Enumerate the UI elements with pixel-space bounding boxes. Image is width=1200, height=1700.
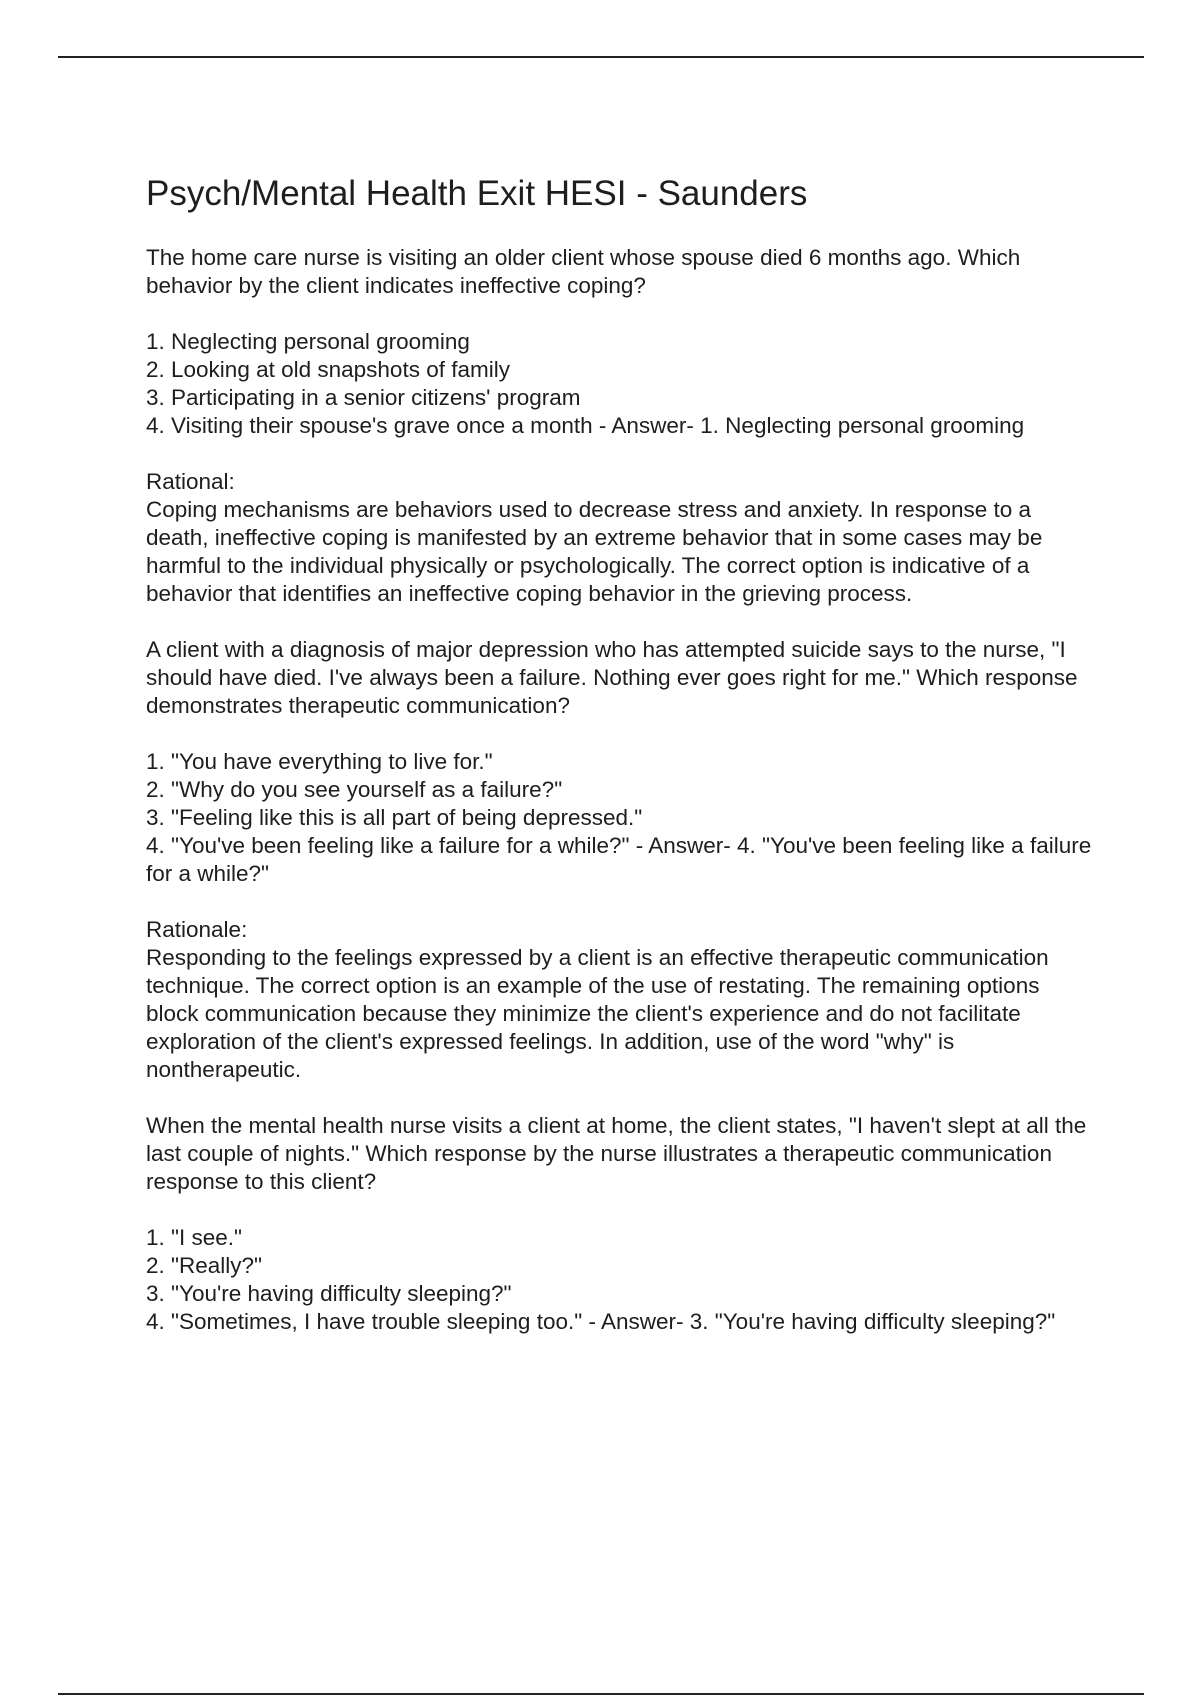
question-1 (146, 244, 1096, 608)
question-text: The home care nurse is visiting an older client whose spouse died 6 months ago. Which behavior by the client indicates ineffective coping? (146, 245, 1021, 298)
answer-option: 3. "Feeling like this is all part of being depressed." (146, 805, 643, 830)
answer-options (146, 748, 1096, 888)
answer-option: 4. Visiting their spouse's grave once a month - Answer- 1. Neglecting personal grooming (146, 413, 1025, 438)
answer-option: 3. "You're having difficulty sleeping?" (146, 1281, 512, 1306)
answer-option: 2. Looking at old snapshots of family (146, 357, 510, 382)
rationale-text: Coping mechanisms are behaviors used to decrease stress and anxiety. In response to a death, ineffective coping is manifested by an extreme behavior that in some cases may be harmful to the individual physically or psychologically. The correct option is indicative of a behavior that identifies an ineffective coping behavior in the grieving process. (146, 497, 1043, 606)
document-title: Psych/Mental Health Exit HESI - Saunders (146, 174, 808, 213)
answer-option: 4. "You've been feeling like a failure for a while?" - Answer- 4. "You've been feeling like a failure for a while?" (146, 833, 1092, 886)
question-text: A client with a diagnosis of major depression who has attempted suicide says to the nurse, "I should have died. I've always been a failure. Nothing ever goes right for me." Which response demonstrates therapeutic communication? (146, 637, 1078, 718)
question-text: When the mental health nurse visits a client at home, the client states, "I haven't slept at all the last couple of nights." Which response by the nurse illustrates a therapeutic communication response to this client? (146, 1113, 1087, 1194)
answer-option: 2. "Why do you see yourself as a failure?" (146, 777, 563, 802)
rationale-label: Rational: (146, 469, 235, 494)
top-divider (58, 56, 1144, 58)
answer-options (146, 1224, 1096, 1336)
bottom-divider (58, 1693, 1144, 1695)
rationale-label: Rationale: (146, 917, 248, 942)
answer-option: 1. "You have everything to live for." (146, 749, 493, 774)
answer-option: 1. "I see." (146, 1225, 243, 1250)
question-2 (146, 636, 1096, 1084)
answer-options (146, 328, 1096, 440)
answer-option: 2. "Really?" (146, 1253, 263, 1278)
question-3 (146, 1112, 1096, 1336)
answer-option: 4. "Sometimes, I have trouble sleeping too." - Answer- 3. "You're having difficulty sleeping?" (146, 1309, 1056, 1334)
rationale-text: Responding to the feelings expressed by a client is an effective therapeutic communication technique. The correct option is an example of the use of restating. The remaining options block communication because they minimize the client's experience and do not facilitate exploration of the client's expressed feelings. In addition, use of the word "why" is nontherapeutic. (146, 945, 1049, 1082)
document-body (146, 170, 1096, 1364)
answer-option: 1. Neglecting personal grooming (146, 329, 470, 354)
answer-option: 3. Participating in a senior citizens' program (146, 385, 581, 410)
